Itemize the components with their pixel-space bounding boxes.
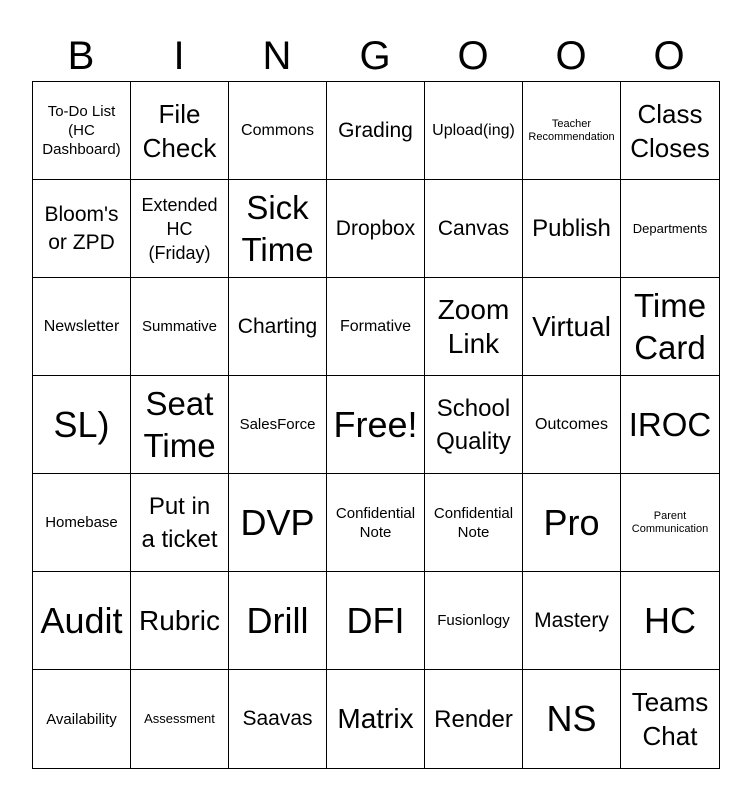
bingo-cell[interactable] [327,278,425,376]
bingo-cell[interactable] [523,180,621,278]
bingo-cell[interactable] [425,82,523,180]
bingo-cell[interactable] [425,670,523,768]
bingo-cell[interactable] [327,474,425,572]
bingo-board [32,81,720,769]
bingo-cell-text: SL) [53,403,110,445]
bingo-cell-text: Summative [141,318,218,335]
bingo-cell-text: Seat Time [143,384,216,464]
bingo-cell-text: Homebase [45,514,118,531]
bingo-cell-text: Free! [333,403,418,445]
bingo-cell[interactable] [131,572,229,670]
bingo-cell-text: Confidential Note [433,504,514,541]
bingo-cell-text: Pro [543,501,600,543]
bingo-cell-text: Publish [532,215,611,242]
bingo-cell-text: DVP [240,501,315,543]
bingo-cell[interactable] [33,670,131,768]
bingo-cell[interactable] [131,474,229,572]
bingo-cell[interactable] [425,376,523,474]
header-letter-o1: O [457,34,489,78]
bingo-cell-text: Grading [338,118,413,142]
bingo-cell-text: Confidential Note [335,504,416,541]
bingo-cell[interactable] [621,670,719,768]
bingo-cell[interactable] [621,572,719,670]
bingo-cell[interactable] [327,376,425,474]
bingo-cell-text: NS [546,698,597,739]
bingo-cell[interactable] [33,474,131,572]
bingo-cell[interactable] [33,82,131,180]
bingo-cell-text: Teacher Recommendation [528,117,615,143]
bingo-cell-text: Zoom Link [437,293,510,359]
bingo-header [32,30,720,82]
bingo-cell[interactable] [131,278,229,376]
bingo-cell[interactable] [327,670,425,768]
bingo-cell[interactable] [131,376,229,474]
bingo-cell[interactable] [327,82,425,180]
bingo-cell-text: Rubric [139,604,220,636]
bingo-cell[interactable] [327,180,425,278]
bingo-cell[interactable] [229,278,327,376]
bingo-cell-text: HC [644,599,696,641]
bingo-cell[interactable] [33,572,131,670]
header-letter-b: B [67,34,95,78]
bingo-cell-text: Sick Time [241,188,314,268]
bingo-cell-text: SalesForce [239,416,316,433]
bingo-cell-text: Availability [46,710,117,728]
bingo-cell[interactable] [327,572,425,670]
header-letter-o3: O [653,34,685,78]
bingo-cell[interactable] [621,376,719,474]
bingo-cell-text: Upload(ing) [432,122,515,139]
bingo-cell[interactable] [425,572,523,670]
header-letter-n: N [262,34,292,78]
bingo-cell-text: Virtual [532,310,611,342]
bingo-cell-text: Class Closes [630,98,710,163]
bingo-cell[interactable] [621,278,719,376]
bingo-cell-text: Extended HC (Friday) [141,194,218,263]
bingo-cell-text: Dropbox [335,216,416,240]
bingo-cell-text: Assessment [144,711,215,726]
bingo-cell[interactable] [523,572,621,670]
bingo-cell[interactable] [131,670,229,768]
bingo-cell-text: Charting [237,314,318,338]
bingo-cell-text: Time Card [633,286,707,366]
bingo-cell-text: Canvas [437,216,510,240]
bingo-cell-text: Fusionlogy [437,612,510,629]
bingo-cell-text: School Quality [436,394,511,455]
bingo-cell-text: Newsletter [43,318,120,335]
header-letter-g: G [359,34,391,78]
bingo-cell[interactable] [425,278,523,376]
bingo-cell-text: Audit [40,599,123,641]
bingo-cell[interactable] [621,82,719,180]
bingo-cell[interactable] [131,82,229,180]
bingo-cell-text: File Check [142,98,217,163]
bingo-cell[interactable] [621,180,719,278]
bingo-cell[interactable] [229,572,327,670]
bingo-cell[interactable] [131,180,229,278]
bingo-cell[interactable] [523,82,621,180]
bingo-cell-text: Matrix [337,703,414,734]
bingo-cell[interactable] [621,474,719,572]
bingo-cell-text: Outcomes [535,416,608,433]
bingo-cell-text: Render [434,705,513,733]
bingo-cell-text: Parent Communication [631,509,709,535]
bingo-cell-text: Bloom's or ZPD [44,202,119,254]
bingo-cell-text: DFI [346,599,405,641]
header-letter-o2: O [555,34,587,78]
bingo-cell[interactable] [425,474,523,572]
bingo-cell[interactable] [33,376,131,474]
bingo-cell-text: Drill [246,599,309,641]
bingo-cell-text: Teams Chat [631,687,709,751]
bingo-cell-text: IROC [628,405,712,443]
bingo-cell[interactable] [229,376,327,474]
bingo-cell[interactable] [425,180,523,278]
bingo-cell[interactable] [33,278,131,376]
bingo-cell-text: Mastery [534,608,609,632]
bingo-cell-text: Formative [339,318,412,335]
bingo-cell[interactable] [523,278,621,376]
bingo-cell-text: Saavas [242,707,313,730]
bingo-cell-text: To-Do List (HC Dashboard) [42,103,121,158]
bingo-cell[interactable] [523,376,621,474]
header-letter-i: I [173,34,185,78]
bingo-cell[interactable] [523,474,621,572]
bingo-cell[interactable] [523,670,621,768]
bingo-cell-text: Commons [241,122,314,139]
bingo-cell-text: Departments [632,220,708,236]
bingo-cell[interactable] [229,670,327,768]
bingo-cell[interactable] [33,180,131,278]
bingo-cell[interactable] [229,474,327,572]
bingo-cell[interactable] [229,82,327,180]
bingo-cell-text: Put in a ticket [141,492,218,553]
bingo-cell[interactable] [229,180,327,278]
